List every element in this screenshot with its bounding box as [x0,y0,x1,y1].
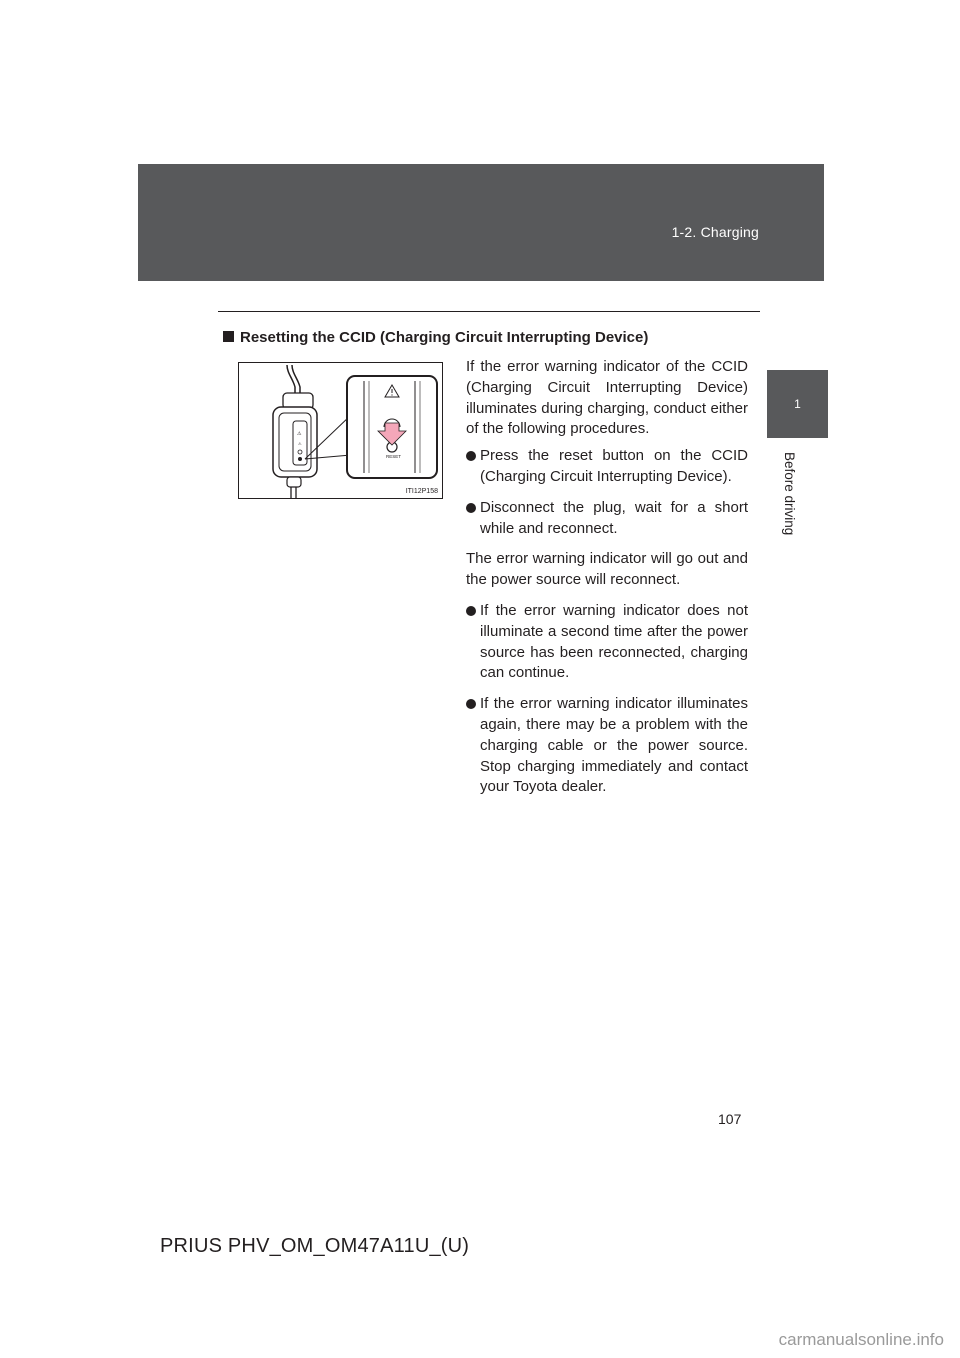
chapter-number: 1 [794,397,801,411]
reset-button-label: RESET [386,454,402,459]
bullet-icon [466,606,476,616]
ccid-reset-diagram [239,363,442,498]
page-number: 107 [718,1111,742,1127]
svg-text:⚠: ⚠ [297,431,302,437]
section-heading-text: Resetting the CCID (Charging Circuit Interrupting Device) [240,329,649,346]
figure-code: ITI12P158 [405,488,438,495]
chapter-label-text: Before driving [782,452,797,536]
procedure-item: Disconnect the plug, wait for a short while and reconnect. [466,498,748,540]
chapter-label [782,452,798,542]
chapter-tab [767,370,828,438]
procedure-item: Press the reset button on the CCID (Charging Circuit Interrupting Device). [466,446,748,488]
section-title: 1-2. Charging [671,224,759,240]
bullet-icon [466,699,476,709]
square-bullet-icon [223,331,234,342]
ccid-illustration [238,362,443,499]
note-item: If the error warning indicator illuminates again, there may be a problem with the charging cable or the power source. Stop charging immediately and contact your Toyota dealer. [466,694,748,798]
section-heading [223,329,648,346]
bullet-icon [466,503,476,513]
watermark: carmanualsonline.info [778,1330,944,1349]
intro-paragraph: If the error warning indicator of the CCID (Charging Circuit Interrupting Device) illuminates during charging, conduct either of the following procedures. [466,358,748,438]
result-paragraph: The error warning indicator will go out and the power source will reconnect. [466,550,748,589]
body-text [466,357,748,808]
section-rule [218,311,760,312]
bullet-icon [466,451,476,461]
note-item: If the error warning indicator does not illuminate a second time after the power source has been reconnected, charging can continue. [466,601,748,684]
footer-code: PRIUS PHV_OM_OM47A11U_(U) [160,1235,470,1257]
header-band [138,164,824,281]
svg-text:⚠: ⚠ [298,441,302,446]
